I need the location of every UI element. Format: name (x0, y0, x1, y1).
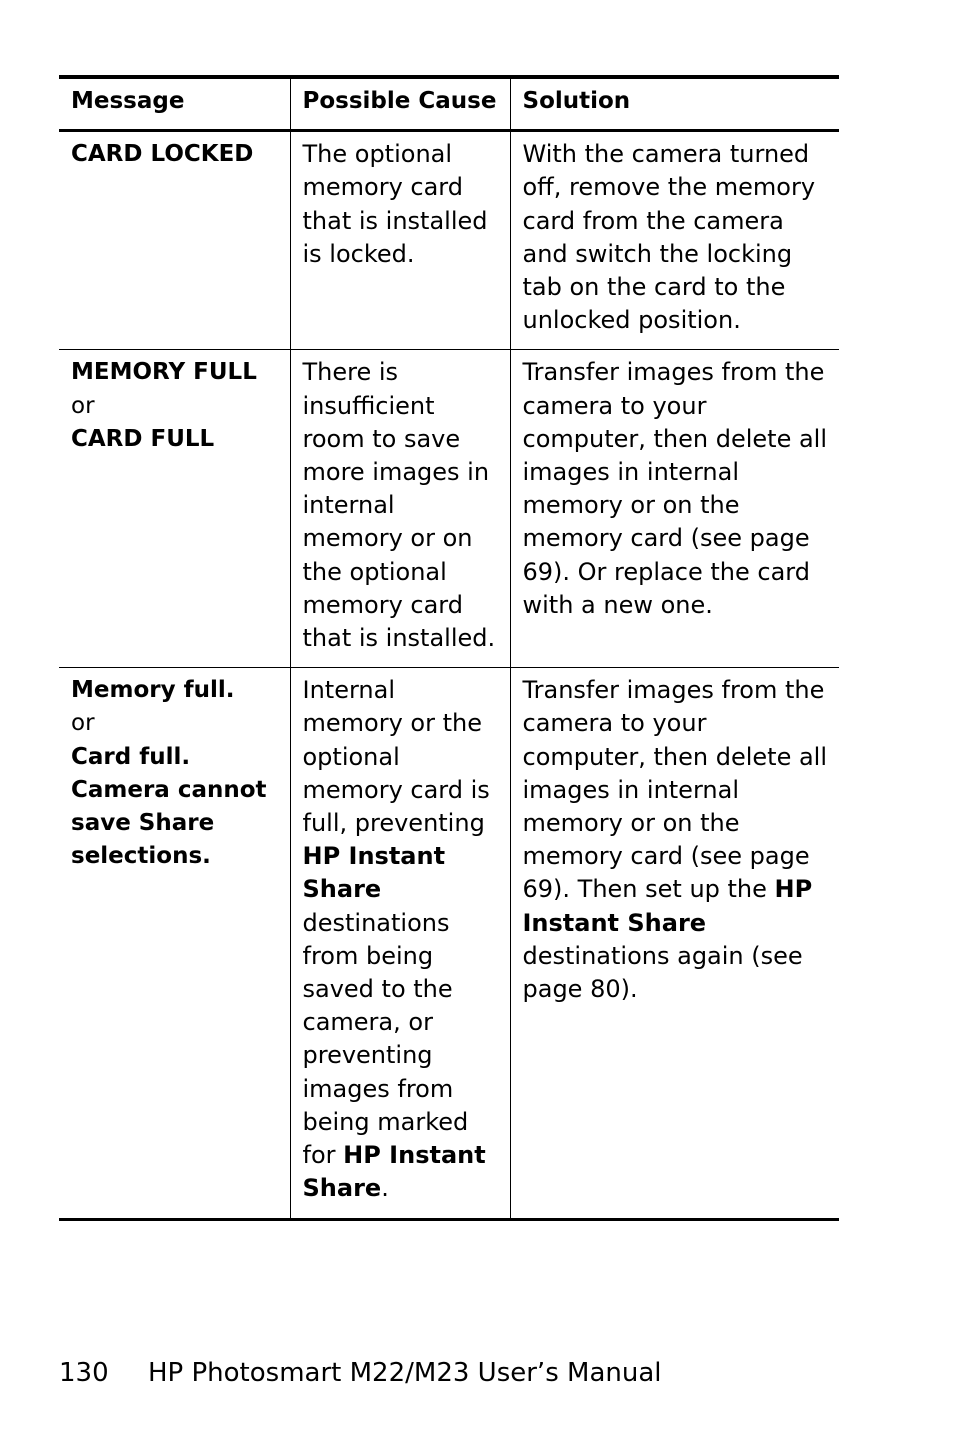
header-possible-cause: Possible Cause (290, 77, 510, 131)
hp-instant-share-term: HP Instant Share (302, 842, 446, 904)
message-or: or (71, 392, 95, 419)
cause-text: . (381, 1174, 389, 1203)
message-text: CARD FULL (71, 425, 215, 452)
error-messages-table (59, 75, 839, 1221)
page-number: 130 (59, 1358, 109, 1388)
page-footer (59, 1355, 662, 1391)
message-cell (59, 350, 290, 668)
cause-cell: There is insufficient room to save more images in internal memory or on the optional memory card that is installed. (290, 350, 510, 668)
message-text: Card full. Camera cannot save Share selections. (71, 743, 267, 870)
message-cell (59, 131, 290, 350)
message-or: or (71, 710, 95, 737)
table-row (59, 350, 839, 668)
header-message: Message (71, 88, 185, 114)
hp-instant-share-term: HP Instant Share (302, 1141, 486, 1203)
solution-text: destinations again (see page 80). (522, 941, 803, 1004)
header-solution: Solution (510, 77, 839, 131)
cause-cell: The optional memory card that is installed is locked. (290, 131, 510, 350)
table-row (59, 131, 839, 350)
cause-text: Internal memory or the optional memory card is full, preventing (302, 676, 490, 838)
message-text: MEMORY FULL (71, 359, 257, 386)
table-header-row (59, 77, 839, 131)
cause-text: destinations from being saved to the camera, or preventing images from being marked for (302, 908, 469, 1170)
table-row (59, 668, 839, 1219)
solution-cell: With the camera turned off, remove the memory card from the camera and switch the locking tab on the card to the unlocked position. (510, 131, 839, 350)
message-cell (59, 668, 290, 1219)
message-text: CARD LOCKED (71, 141, 254, 168)
solution-cell: Transfer images from the camera to your computer, then delete all images in internal memory or on the memory card (see page 69). Or replace the card with a new one. (510, 350, 839, 668)
cause-cell (290, 668, 510, 1219)
solution-text: Transfer images from the camera to your computer, then delete all images in internal memory or on the memory card (see page 69). Then set up the (522, 676, 828, 904)
hp-instant-share-term: HP Instant Share (522, 875, 813, 937)
message-text: Memory full. (71, 677, 235, 704)
manual-title: HP Photosmart M22/M23 User’s Manual (148, 1358, 662, 1388)
solution-cell (510, 668, 839, 1219)
